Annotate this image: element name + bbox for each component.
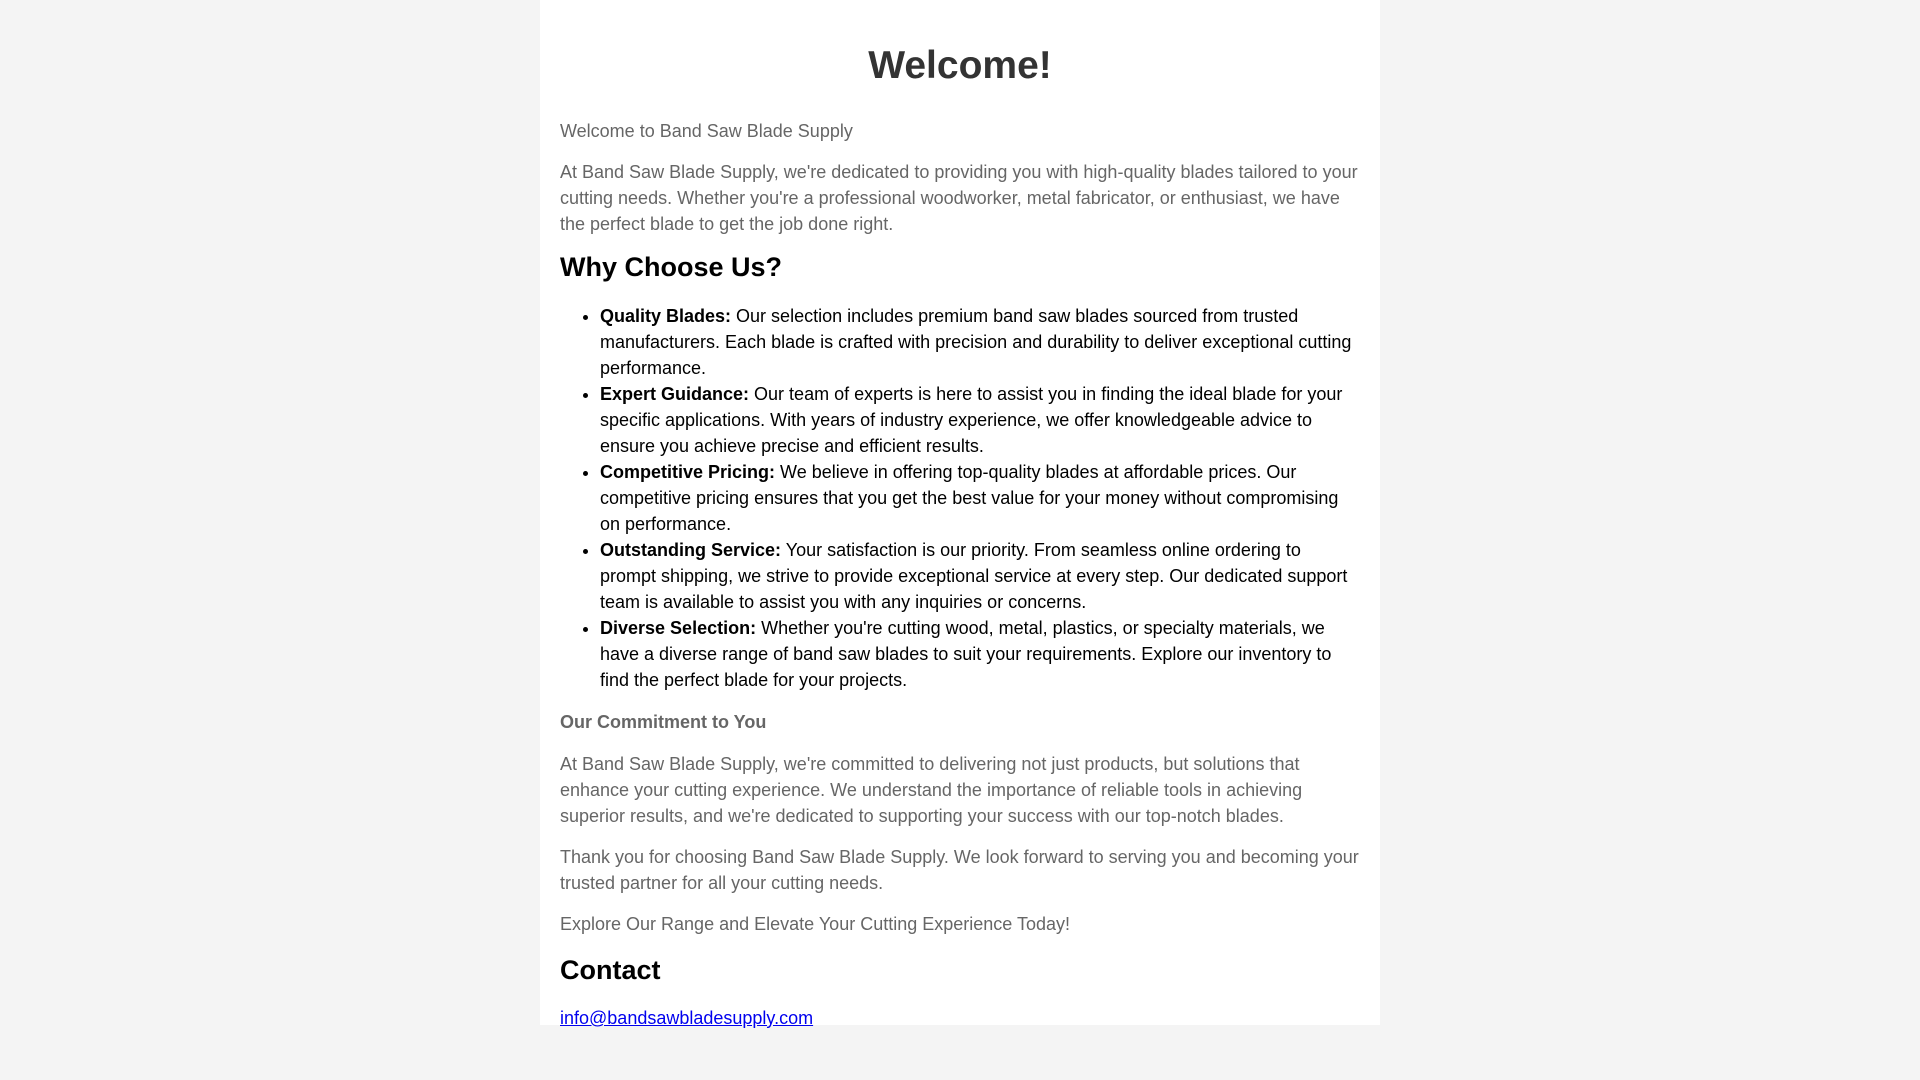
page-title: Welcome! <box>868 44 1052 87</box>
why-choose-us-heading: Why Choose Us? <box>560 252 783 282</box>
content-card <box>540 0 1380 1028</box>
feature-text: Our team of experts is here to assist you in finding the ideal blade for your specific applications. With years of industry experience, we offer knowledgeable advice to ensure you achieve precise and efficient results. <box>600 384 1343 456</box>
feature-text: Our selection includes premium band saw blades sourced from trusted manufacturers. Each blade is crafted with precision and durability to deliver exceptional cutting performance. <box>600 306 1352 378</box>
feature-item-guidance <box>600 381 1360 459</box>
contact-heading: Contact <box>560 955 661 985</box>
feature-text: Your satisfaction is our priority. From seamless online ordering to prompt shipping, we strive to provide exceptional service at every step. Our dedicated support team is available to assist you with any inquiries or concerns. <box>600 540 1348 612</box>
explore-text: Explore Our Range and Elevate Your Cutting Experience Today! <box>560 914 1070 934</box>
feature-item-service <box>600 537 1360 615</box>
feature-item-pricing <box>600 459 1360 537</box>
feature-label: Diverse Selection: <box>600 618 757 638</box>
feature-label: Quality Blades: <box>600 306 732 326</box>
feature-text: We believe in offering top-quality blades at affordable prices. Our competitive pricing ensures that you get the best value for your money without compromising on performance. <box>600 462 1339 534</box>
commitment-heading: Our Commitment to You <box>560 712 767 732</box>
commitment-text: At Band Saw Blade Supply, we're committed to delivering not just products, but solutions that enhance your cutting experience. We understand the importance of reliable tools in achieving superior results, and we're dedicated to supporting your success with our top-notch blades. <box>560 754 1303 826</box>
feature-text: Whether you're cutting wood, metal, plastics, or specialty materials, we have a diverse range of band saw blades to suit your requirements. Explore our inventory to find the perfect blade for your projects. <box>600 618 1332 690</box>
feature-item-quality <box>600 303 1360 381</box>
feature-label: Competitive Pricing: <box>600 462 776 482</box>
feature-label: Expert Guidance: <box>600 384 750 404</box>
feature-item-selection <box>600 615 1360 693</box>
intro-text: Welcome to Band Saw Blade Supply <box>560 121 853 141</box>
contact-email-link[interactable]: info@bandsawbladesupply.com <box>560 1008 814 1028</box>
about-text: At Band Saw Blade Supply, we're dedicated to providing you with high-quality blades tailored to your cutting needs. Whether you're a professional woodworker, metal fabricator, or enthusiast, we have the perfect blade to get the job done right. <box>560 162 1358 234</box>
features-list <box>560 303 1360 693</box>
thanks-text: Thank you for choosing Band Saw Blade Supply. We look forward to serving you and becoming your trusted partner for all your cutting needs. <box>560 847 1359 893</box>
feature-label: Outstanding Service: <box>600 540 782 560</box>
